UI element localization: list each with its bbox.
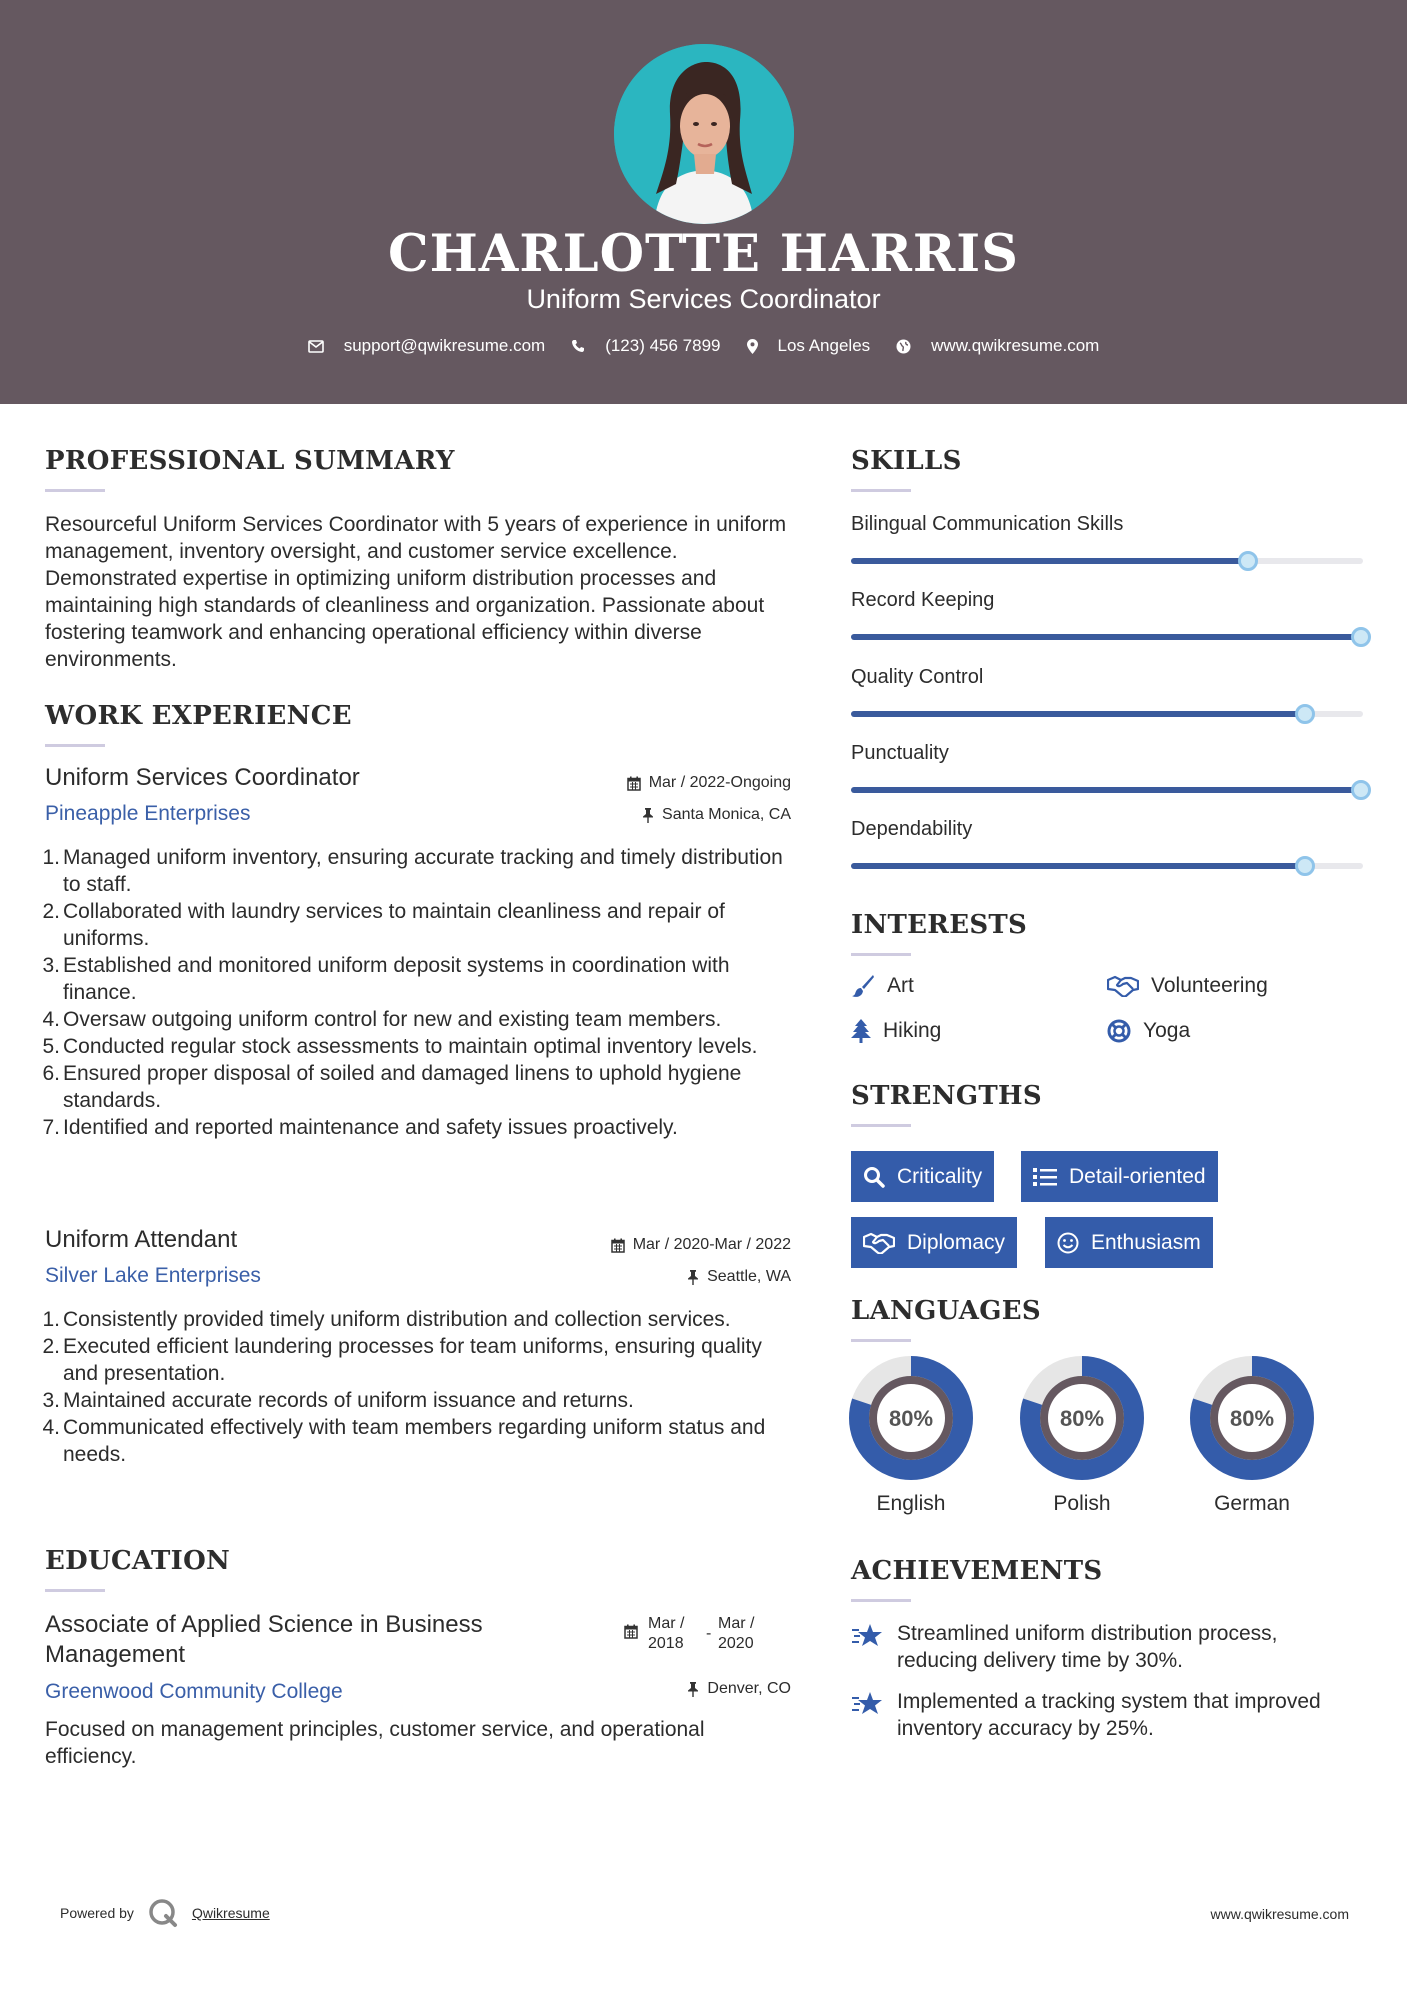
list-item: 7. Identified and reported maintenance and safety issues proactively. [42,1116,678,1139]
footer-powered-by [60,1898,270,1928]
list-item: 4. Oversaw outgoing uniform control for new and existing team members. [42,1008,722,1031]
envelope-icon [308,340,324,353]
interest-item: Hiking [851,1019,941,1043]
achievements-heading: ACHIEVEMENTS [851,1556,1103,1586]
language-label: Polish [1053,1492,1111,1515]
handshake-icon [1107,975,1139,997]
interest-item: Yoga [1107,1019,1190,1043]
skill-bar-fill [851,558,1250,564]
interests-heading: INTERESTS [851,910,1028,940]
company-name[interactable]: Pineapple Enterprises [45,802,251,825]
star-icon [851,1622,883,1650]
skill-bar[interactable] [851,787,1363,793]
language-label: English [876,1492,946,1515]
list-icon [1033,1167,1057,1187]
education-location [687,1680,791,1698]
qwikresume-link[interactable]: Qwikresume [191,1905,270,1921]
language-percent: 80% [1059,1406,1105,1431]
job-location [642,806,791,824]
school-name[interactable]: Greenwood Community College [45,1680,343,1703]
company-name[interactable]: Silver Lake Enterprises [45,1264,261,1287]
date-separator: - [706,1625,712,1642]
skill-bar-knob[interactable] [1351,627,1371,647]
pushpin-icon [687,1682,699,1697]
summary-text: Resourceful Uniform Services Coordinator with 5 years of experience in uniform management, inventory oversight, and customer service excellence. Demonstrated expertise in optimizing uniform distribution processes and maintaining high standards of cleanliness and organization. Passionate about fostering teamwork and enhancing operational efficiency within diverse environments. [45,513,787,671]
job-location-text: Seattle, WA [707,1268,791,1285]
education-dates [624,1614,770,1654]
handshake-icon [863,1232,895,1254]
job-dates-text: Mar / 2022-Ongoing [648,774,791,791]
skill-bar[interactable] [851,634,1363,640]
job-title: Uniform Services Coordinator [45,764,360,791]
language-item [1020,1356,1144,1516]
contact-phone[interactable] [571,336,720,356]
strength-badge: Enthusiasm [1045,1217,1213,1268]
job-dates-text: Mar / 2020-Mar / 2022 [632,1236,791,1253]
globe-icon [896,339,911,354]
strength-badge: Detail-oriented [1021,1151,1218,1202]
language-donut [1190,1356,1314,1480]
skill-label: Record Keeping [851,589,995,611]
contact-location-text: Los Angeles [777,336,871,355]
footer-website[interactable]: www.qwikresume.com [1210,1906,1349,1922]
skill-bar[interactable] [851,863,1363,869]
job-dates [611,1236,791,1254]
map-pin-icon [747,339,758,354]
contact-email[interactable] [308,336,546,356]
achievement-item: Implemented a tracking system that improved inventory accuracy by 25%. [851,1688,1351,1742]
powered-by-text: Powered by [60,1905,134,1921]
list-item: 1. Managed uniform inventory, ensuring accurate tracking and timely distribution to staff. [42,846,783,896]
contact-bar [0,336,1407,356]
strength-badge: Criticality [851,1151,994,1202]
star-icon [851,1690,883,1718]
contact-website-text: www.qwikresume.com [931,336,1100,355]
list-item: 5. Conducted regular stock assessments to maintain optimal inventory levels. [42,1035,758,1058]
list-item: 3. Established and monitored uniform deposit systems in coordination with finance. [42,954,730,1004]
education-description: Focused on management principles, customer service, and operational efficiency. [45,1718,705,1768]
lifebuoy-icon [1107,1019,1131,1043]
skill-bar[interactable] [851,711,1363,717]
education-location-text: Denver, CO [707,1680,791,1697]
education-underline [45,1589,105,1592]
skill-bar-knob[interactable] [1295,856,1315,876]
interest-item: Art [851,974,914,998]
strengths-heading: STRENGTHS [851,1081,1042,1111]
profile-photo [614,44,794,224]
contact-phone-text: (123) 456 7899 [605,336,721,355]
search-icon [863,1166,885,1188]
pushpin-icon [642,808,654,823]
calendar-icon [627,776,641,791]
job-location [687,1268,791,1286]
strengths-underline [851,1124,911,1127]
languages-underline [851,1339,911,1342]
list-item: 2. Collaborated with laundry services to maintain cleanliness and repair of uniforms. [42,900,725,950]
skill-bar-knob[interactable] [1351,780,1371,800]
education-heading: EDUCATION [45,1546,231,1576]
skill-label: Punctuality [851,742,949,764]
summary-heading: PROFESSIONAL SUMMARY [45,446,455,476]
job-duties-list [42,844,795,1141]
tree-icon [851,1019,871,1043]
skill-bar-fill [851,634,1363,640]
contact-email-text: support@qwikresume.com [343,336,546,355]
paintbrush-icon [851,974,875,998]
strength-badge: Diplomacy [851,1217,1017,1268]
achievements-underline [851,1599,911,1602]
list-item: 1. Consistently provided timely uniform distribution and collection services. [42,1308,731,1331]
smile-icon [1057,1232,1079,1254]
list-item: 6. Ensured proper disposal of soiled and damaged linens to uphold hygiene standards. [42,1062,742,1112]
candidate-name: CHARLOTTE HARRIS [388,224,1019,284]
language-donut [1020,1356,1144,1480]
experience-heading: WORK EXPERIENCE [45,701,352,731]
summary-underline [45,489,105,492]
pushpin-icon [687,1270,699,1285]
language-item [1190,1356,1314,1516]
language-label: German [1214,1492,1290,1515]
skill-bar-knob[interactable] [1295,704,1315,724]
skills-heading: SKILLS [851,446,962,476]
phone-icon [571,339,585,353]
skill-label: Bilingual Communication Skills [851,513,1124,535]
candidate-title: Uniform Services Coordinator [526,284,881,314]
language-donut [849,1356,973,1480]
qwikresume-logo-icon [148,1898,178,1928]
skill-bar-knob[interactable] [1238,551,1258,571]
language-percent: 80% [888,1406,934,1431]
skill-bar[interactable] [851,558,1363,564]
language-item [849,1356,973,1516]
skills-underline [851,489,911,492]
achievement-item: Streamlined uniform distribution process, reducing delivery time by 30%. [851,1620,1351,1674]
education-end: Mar / 2020 [718,1615,755,1652]
skill-bar-fill [851,711,1307,717]
resume-header [0,0,1407,404]
skill-label: Quality Control [851,666,984,688]
languages-heading: LANGUAGES [851,1296,1041,1326]
degree-title: Associate of Applied Science in Business Management [45,1611,483,1668]
job-dates [627,774,791,792]
list-item: 4. Communicated effectively with team members regarding uniform status and needs. [42,1416,766,1466]
list-item: 2. Executed efficient laundering processes for team uniforms, ensuring quality and presentation. [42,1335,762,1385]
contact-website[interactable] [896,336,1099,356]
skill-bar-fill [851,863,1307,869]
calendar-icon [611,1238,625,1253]
contact-location [747,336,871,356]
skill-label: Dependability [851,818,973,840]
job-duties-list [42,1306,795,1468]
calendar-icon [624,1624,638,1639]
experience-underline [45,744,105,747]
language-percent: 80% [1229,1406,1275,1431]
education-start: Mar / 2018 [648,1615,685,1652]
interests-underline [851,953,911,956]
job-location-text: Santa Monica, CA [662,806,791,823]
skill-bar-fill [851,787,1363,793]
interest-item: Volunteering [1107,974,1268,998]
list-item: 3. Maintained accurate records of uniform issuance and returns. [42,1389,634,1412]
job-title: Uniform Attendant [45,1226,238,1253]
